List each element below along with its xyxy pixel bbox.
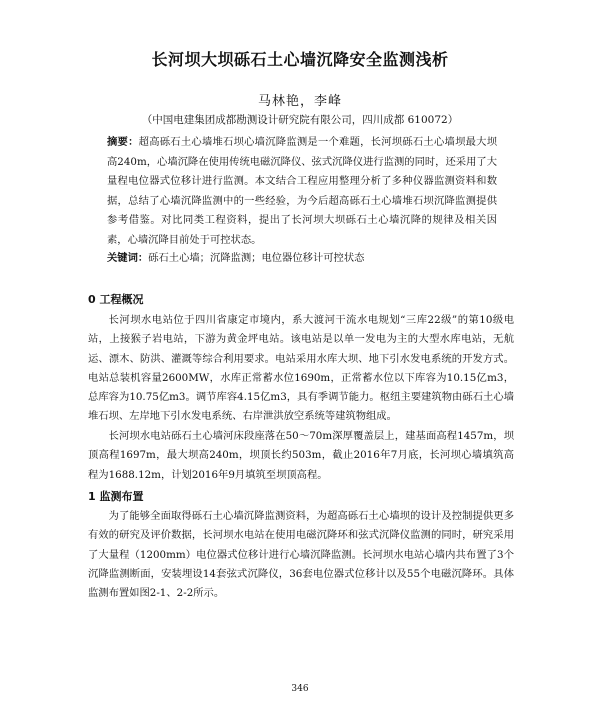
abstract-text: 超高砾石土心墙堆石坝心墙沉降监测是一个难题，长河坝砾石土心墙坝最大坝高240m，心墙沉降在使用传统电磁沉降仪、弦式沉降仪进行监测的同时，还采用了大量程电位器式位移计进行监测。本文结合工程应用整理分析了多种仪器监测资料和数据，总结了心墙沉降监测中的一些经验，为今后超高砾石土心墙堆石坝沉降监测提供参考借鉴。对比同类工程资料，提出了长河坝大坝砾石土心墙沉降的规律及相关因素，心墙沉降目前处于可控状态。	[107, 136, 498, 246]
section-heading-overview: 0 工程概况	[88, 293, 144, 306]
section-paragraph: 长河坝水电站砾石土心墙河床段座落在50～70m深厚覆盖层上，建基面高程1457m，坝顶高程1697m，最大坝高240m，坝顶长约503m，截止2016年7月底，长河坝心墙填筑高程为1688.12m，计划2016年9月填筑至坝顶高程。	[88, 430, 514, 481]
keywords	[107, 249, 497, 267]
keywords-text: 砾石土心墙；沉降监测；电位器位移计可控状态	[148, 252, 365, 264]
affiliation: （中国电建集团成都勘测设计研究院有限公司，四川成都 610072）	[141, 114, 459, 126]
abstract-label: 摘要：	[107, 136, 139, 148]
keywords-label: 关键词：	[107, 252, 149, 264]
abstract	[107, 133, 497, 250]
authors: 马林艳，李峰	[257, 94, 342, 109]
page-number: 346	[291, 684, 309, 694]
section-paragraph: 为了能够全面取得砾石土心墙沉降监测资料，为超高砾石土心墙坝的设计及控制提供更多有效的研究及评价数据，长河坝水电站在使用电磁沉降环和弦式沉降仪监测的同时，研究采用了大量程（1200mm）电位器式位移计进行心墙沉降监测。长河坝水电站心墙内共布置了3个沉降监测断面，安装埋设14套弦式沉降仪，36套电位器式位移计以及55个电磁沉降环。具体监测布置如图2-1、2-2所示。	[88, 510, 514, 600]
section-paragraph: 长河坝水电站位于四川省康定市境内，系大渡河干流水电规划“三库22级”的第10级电站，上接猴子岩电站，下游为黄金坪电站。该电站是以单一发电为主的大型水库电站，无航运、漂木、防洪、灌溉等综合利用要求。电站采用水库大坝、地下引水发电系统的开发方式。电站总装机容量2600MW，水库正常蓄水位1690m，正常蓄水位以下库容为10.15亿m3，总库容为10.75亿m3。调节库容4.15亿m3，具有季调节能力。枢纽主要建筑物由砾石土心墙堆石坝、左岸地下引水发电系统、右岸泄洪放空系统等建筑物组成。	[88, 314, 514, 423]
section-heading-monitoring: 1 监测布置	[88, 490, 144, 503]
paper-title: 长河坝大坝砾石土心墙沉降安全监测浅析	[151, 50, 449, 69]
